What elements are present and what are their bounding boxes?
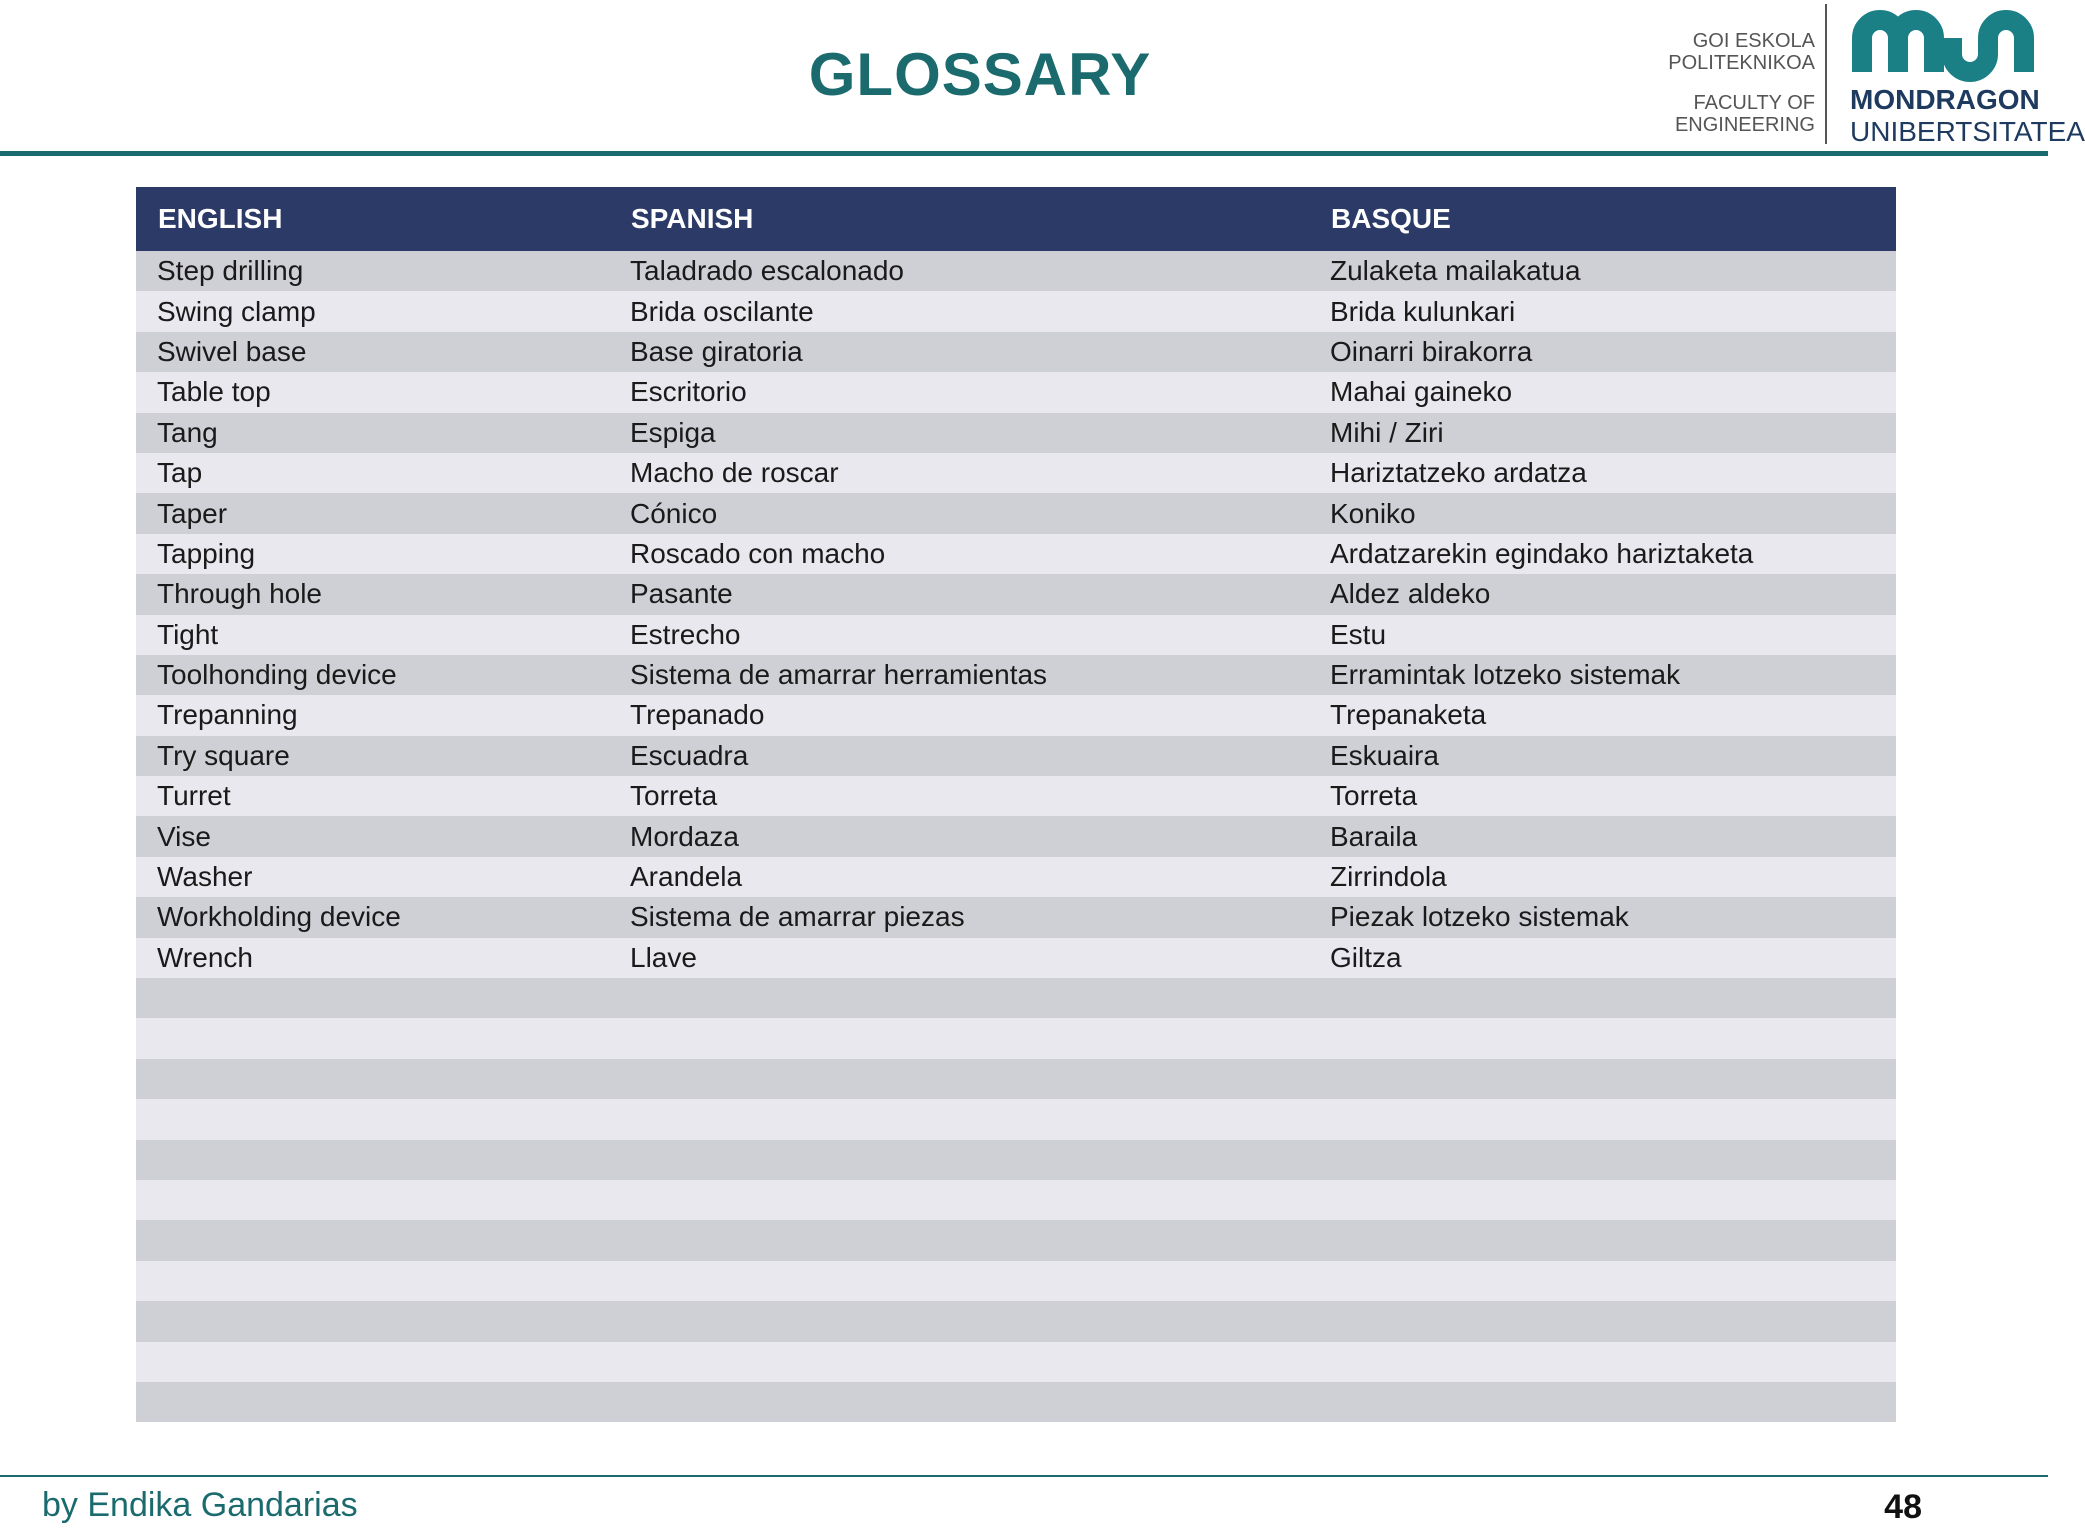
spanish-term: Arandela [609,857,1309,897]
english-term: Wrench [136,938,609,978]
table-row [136,574,1896,614]
english-term: Swivel base [136,332,609,372]
logo-divider [1825,4,1827,144]
basque-term: Zulaketa mailakatua [1309,251,1896,291]
table-row [136,493,1896,533]
table-row [136,857,1896,897]
table-row [136,736,1896,776]
english-term: Step drilling [136,251,609,291]
english-term: Through hole [136,574,609,614]
english-term: Turret [136,776,609,816]
header-english: ENGLISH [136,187,609,251]
table-row [136,897,1896,937]
table-row [136,1261,1896,1301]
english-term: Tight [136,615,609,655]
english-term [136,1301,609,1341]
spanish-term: Taladrado escalonado [609,251,1309,291]
spanish-term: Sistema de amarrar piezas [609,897,1309,937]
spanish-term [609,1382,1309,1422]
spanish-term: Base giratoria [609,332,1309,372]
basque-term: Zirrindola [1309,857,1896,897]
basque-term: Estu [1309,615,1896,655]
spanish-term [609,1099,1309,1139]
spanish-term [609,1261,1309,1301]
english-term [136,1382,609,1422]
basque-term: Mahai gaineko [1309,372,1896,412]
spanish-term [609,1342,1309,1382]
table-row [136,1342,1896,1382]
table-row [136,938,1896,978]
basque-term [1309,1140,1896,1180]
header-rule [0,151,2048,156]
table-row [136,372,1896,412]
basque-term: Mihi / Ziri [1309,413,1896,453]
logo-school-line1: GOI ESKOLA [1692,30,1815,52]
table-row [136,816,1896,856]
english-term [136,1180,609,1220]
table-row [136,1099,1896,1139]
basque-term [1309,1382,1896,1422]
spanish-term: Escritorio [609,372,1309,412]
spanish-term: Cónico [609,493,1309,533]
english-term: Swing clamp [136,291,609,331]
english-term: Vise [136,816,609,856]
english-term [136,1140,609,1180]
table-row [136,1018,1896,1058]
spanish-term [609,1059,1309,1099]
english-term [136,1220,609,1260]
english-term: Workholding device [136,897,609,937]
table-row [136,1382,1896,1422]
basque-term: Aldez aldeko [1309,574,1896,614]
basque-term [1309,1059,1896,1099]
english-term [136,1059,609,1099]
spanish-term: Estrecho [609,615,1309,655]
english-term: Trepanning [136,695,609,735]
basque-term: Brida kulunkari [1309,291,1896,331]
table-row [136,413,1896,453]
logo-name-line1: MONDRAGON [1850,84,2040,115]
english-term: Toolhonding device [136,655,609,695]
header-basque: BASQUE [1309,187,1896,251]
basque-term: Koniko [1309,493,1896,533]
page-number: 48 [1884,1488,1922,1526]
basque-term: Hariztatzeko ardatza [1309,453,1896,493]
basque-term [1309,978,1896,1018]
english-term [136,978,609,1018]
table-row [136,534,1896,574]
spanish-term: Escuadra [609,736,1309,776]
table-row [136,1059,1896,1099]
basque-term [1309,1301,1896,1341]
mu-logo-icon [1850,4,2035,76]
table-row [136,1301,1896,1341]
spanish-term: Trepanado [609,695,1309,735]
table-row [136,978,1896,1018]
logo-name-line2: UNIBERTSITATEA [1850,116,2085,147]
spanish-term [609,1180,1309,1220]
logo-school-text [1668,30,1815,136]
spanish-term: Torreta [609,776,1309,816]
basque-term [1309,1261,1896,1301]
spanish-term: Llave [609,938,1309,978]
logo-school-line2: POLITEKNIKOA [1668,52,1815,74]
author-credit: by Endika Gandarias [42,1486,358,1524]
basque-term: Giltza [1309,938,1896,978]
english-term: Table top [136,372,609,412]
table-row [136,776,1896,816]
basque-term: Baraila [1309,816,1896,856]
table-row [136,655,1896,695]
table-row [136,695,1896,735]
table-row [136,251,1896,291]
table-row [136,615,1896,655]
spanish-term [609,1301,1309,1341]
english-term: Washer [136,857,609,897]
basque-term: Torreta [1309,776,1896,816]
basque-term [1309,1180,1896,1220]
english-term: Tang [136,413,609,453]
table-row [136,291,1896,331]
english-term: Tapping [136,534,609,574]
spanish-term: Roscado con macho [609,534,1309,574]
logo-name [1850,84,2085,148]
spanish-term: Pasante [609,574,1309,614]
glossary-table [136,187,1896,1422]
basque-term: Ardatzarekin egindako hariztaketa [1309,534,1896,574]
spanish-term [609,1220,1309,1260]
english-term [136,1099,609,1139]
slide-title: GLOSSARY [808,41,1152,108]
spanish-term: Mordaza [609,816,1309,856]
basque-term [1309,1220,1896,1260]
english-term: Try square [136,736,609,776]
table-row [136,453,1896,493]
table-row [136,1140,1896,1180]
table-header-row [136,187,1896,251]
basque-term [1309,1018,1896,1058]
basque-term: Piezak lotzeko sistemak [1309,897,1896,937]
basque-term: Oinarri birakorra [1309,332,1896,372]
table-row [136,1180,1896,1220]
spanish-term: Brida oscilante [609,291,1309,331]
logo-faculty-line1: FACULTY OF [1693,92,1815,114]
spanish-term: Sistema de amarrar herramientas [609,655,1309,695]
basque-term: Eskuaira [1309,736,1896,776]
header-spanish: SPANISH [609,187,1309,251]
english-term [136,1261,609,1301]
footer-rule [0,1475,2048,1477]
english-term [136,1342,609,1382]
english-term [136,1018,609,1058]
spanish-term: Espiga [609,413,1309,453]
basque-term: Trepanaketa [1309,695,1896,735]
basque-term: Erramintak lotzeko sistemak [1309,655,1896,695]
basque-term [1309,1342,1896,1382]
basque-term [1309,1099,1896,1139]
spanish-term: Macho de roscar [609,453,1309,493]
spanish-term [609,978,1309,1018]
english-term: Tap [136,453,609,493]
spanish-term [609,1018,1309,1058]
table-row [136,1220,1896,1260]
table-row [136,332,1896,372]
logo-faculty-line2: ENGINEERING [1674,114,1815,136]
spanish-term [609,1140,1309,1180]
english-term: Taper [136,493,609,533]
